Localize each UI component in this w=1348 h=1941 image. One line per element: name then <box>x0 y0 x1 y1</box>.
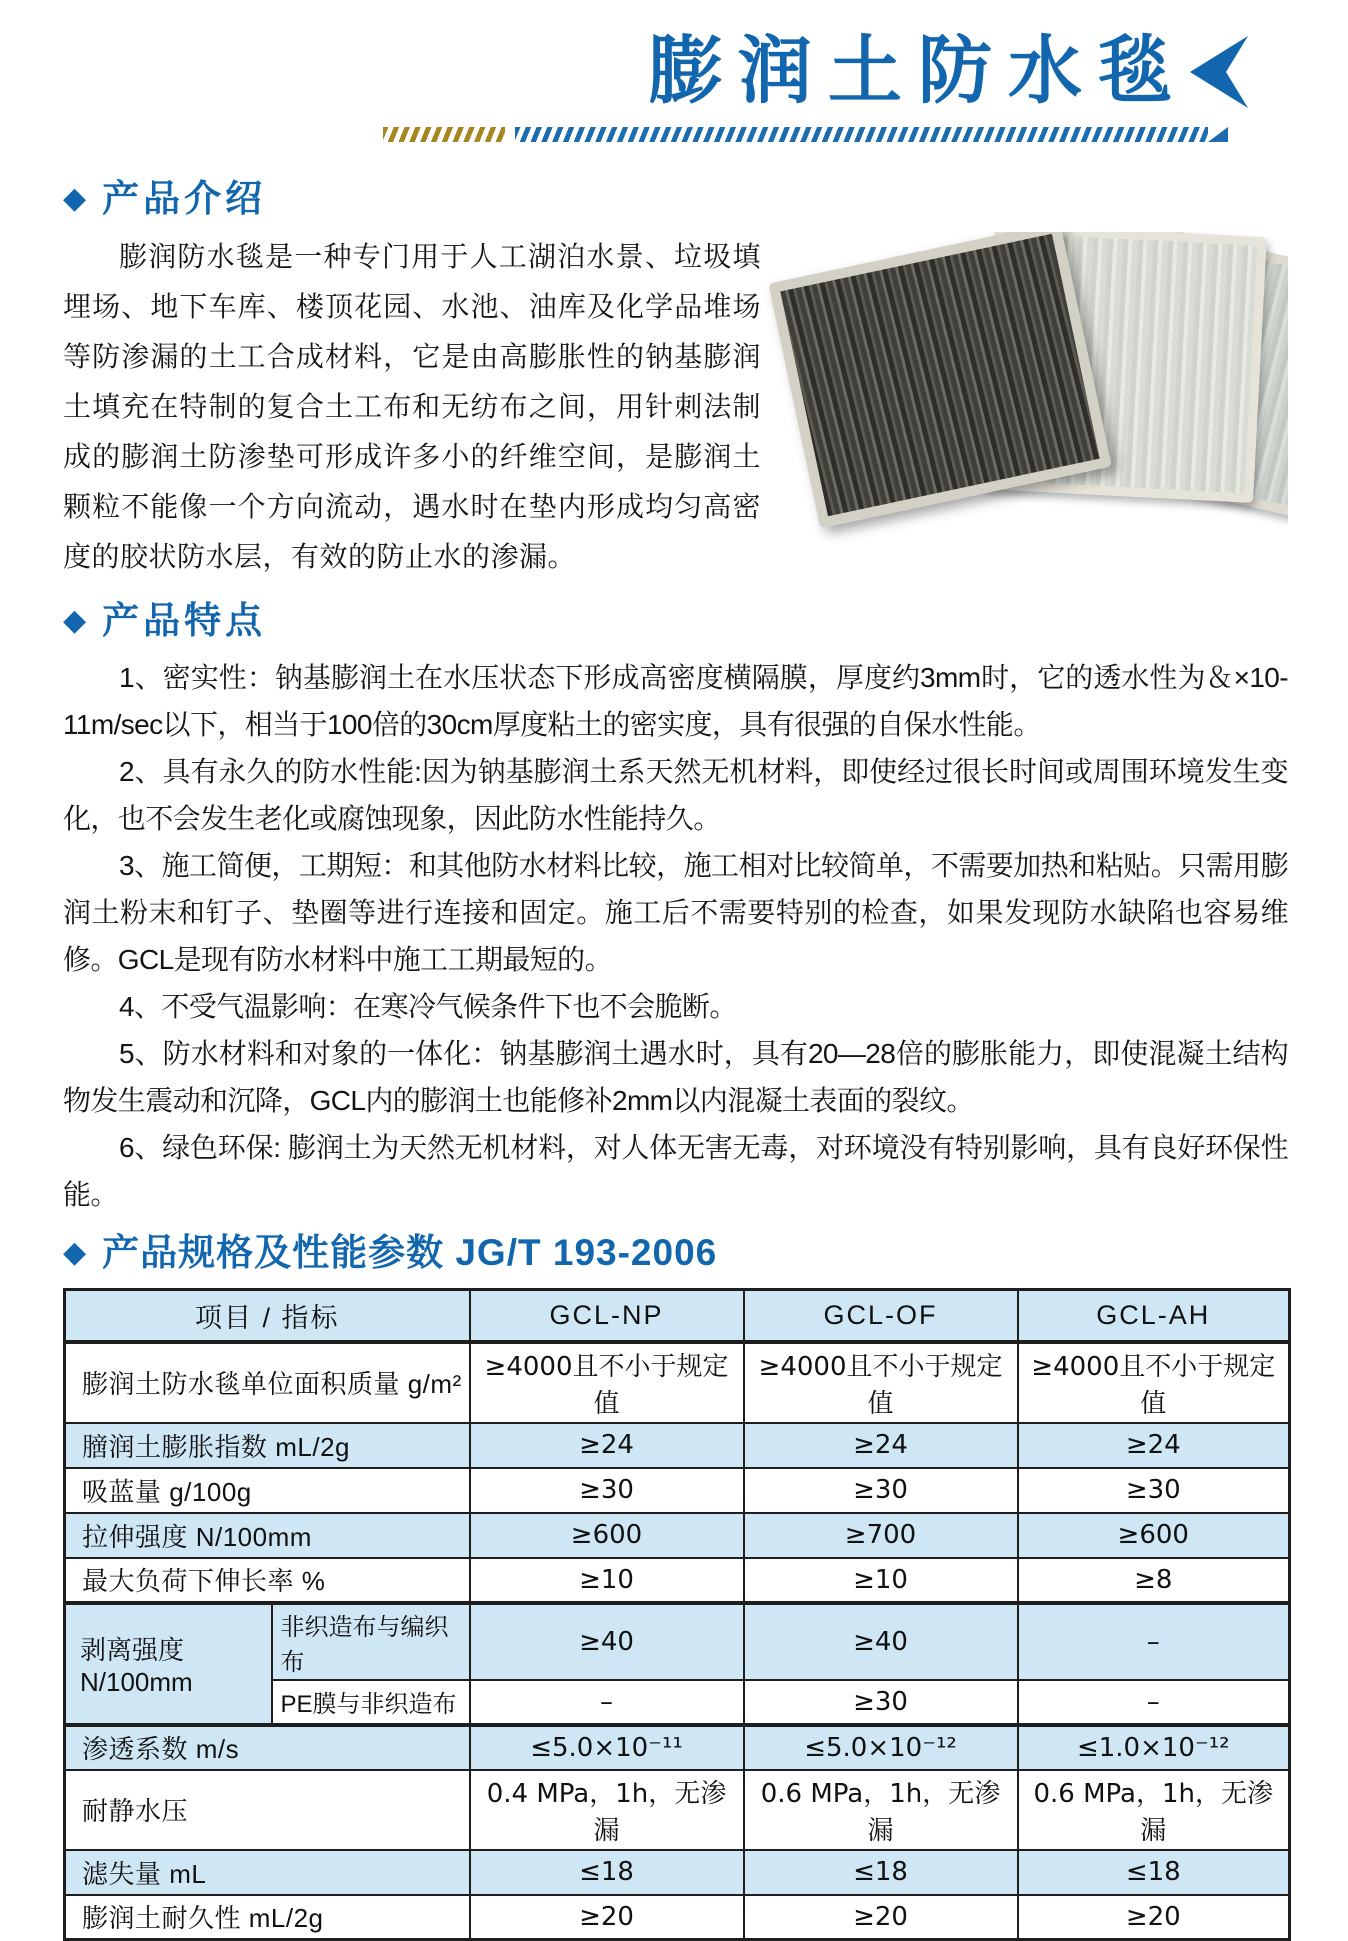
blue-stripes <box>515 127 1208 142</box>
col-header-gcl-ah: GCL-AH <box>1018 1290 1290 1342</box>
cell-value: ≥10 <box>470 1558 744 1603</box>
section-heading-intro <box>63 176 1288 222</box>
cell-value: ≥24 <box>1018 1423 1290 1468</box>
row-label: 耐静水压 <box>65 1770 470 1850</box>
cell-value: ≥40 <box>744 1603 1018 1680</box>
diamond-icon: ◆ <box>63 1236 87 1269</box>
table-row-fluid-loss <box>65 1850 1290 1895</box>
intro-section <box>63 232 1288 582</box>
table-row-peel-strength-nonwoven <box>65 1603 1290 1680</box>
section-heading-features <box>63 598 1288 644</box>
feature-item-2: 2、具有永久的防水性能:因为钠基膨润土系天然无机材料，即使经过很长时间或周围环境发生变化，也不会发生老化或腐蚀现象，因此防水性能持久。 <box>63 756 1288 834</box>
intro-paragraph: 膨润防水毯是一种专门用于人工湖泊水景、垃圾填埋场、地下车库、楼顶花园、水池、油库及化学品堆场等防渗漏的土工合成材料，它是由高膨胀性的钠基膨润土填充在特制的复合土工布和无纺布之间，用针刺法制成的膨润土防渗垫可形成许多小的纤维空间，是膨润土颗粒不能像一个方向流动，遇水时在垫内形成均匀高密度的胶状防水层，有效的防止水的渗漏。 <box>63 241 761 572</box>
section-heading-features-label: 产品特点 <box>102 600 267 641</box>
spec-table <box>63 1288 1291 1941</box>
cell-value: ≥4000且不小于规定值 <box>1018 1342 1290 1423</box>
cell-value: ≤18 <box>744 1850 1018 1895</box>
cell-value: ≥20 <box>470 1895 744 1940</box>
feature-item-3: 3、施工简便，工期短：和其他防水材料比较，施工相对比较简单，不需要加热和粘贴。只需用膨润土粉末和钉子、垫圈等进行连接和固定。施工后不需要特别的检查，如果发现防水缺陷也容易维修。GCL是现有防水材料中施工工期最短的。 <box>63 850 1288 975</box>
feature-item-4: 4、不受气温影响：在寒冷气候条件下也不会脆断。 <box>119 991 737 1022</box>
cell-value: ≥700 <box>744 1513 1018 1558</box>
cell-value: ≥24 <box>744 1423 1018 1468</box>
table-row-elongation <box>65 1558 1290 1603</box>
col-header-gcl-of: GCL-OF <box>744 1290 1018 1342</box>
table-row-mass-per-area <box>65 1342 1290 1423</box>
row-label: 最大负荷下伸长率 % <box>65 1558 470 1603</box>
cell-value: 0.4 MPa，1h，无渗漏 <box>470 1770 744 1850</box>
table-row-durability <box>65 1895 1290 1940</box>
table-row-tensile-strength <box>65 1513 1290 1558</box>
cell-value: ≥30 <box>744 1680 1018 1725</box>
row-label: 膨润土防水毯单位面积质量 g/m² <box>65 1342 470 1423</box>
stripe-end-triangle <box>1208 127 1228 142</box>
cell-value: 0.6 MPa，1h，无渗漏 <box>744 1770 1018 1850</box>
cell-value: ≥20 <box>1018 1895 1290 1940</box>
page-title: 膨润土防水毯 <box>648 31 1188 113</box>
cell-value: ≥4000且不小于规定值 <box>744 1342 1018 1423</box>
cell-value: ≥24 <box>470 1423 744 1468</box>
cell-value: – <box>1018 1603 1290 1680</box>
cell-value: ≥8 <box>1018 1558 1290 1603</box>
table-header-row <box>65 1290 1290 1342</box>
cell-value: ≤5.0×10⁻¹¹ <box>470 1725 744 1770</box>
row-label: 拉伸强度 N/100mm <box>65 1513 470 1558</box>
row-label: 滤失量 mL <box>65 1850 470 1895</box>
diamond-icon: ◆ <box>63 182 87 215</box>
feature-item-1: 1、密实性：钠基膨润土在水压状态下形成高密度横隔膜，厚度约3mm时，它的透水性为＆×10-11m/sec以下，相当于100倍的30cm厚度粘土的密实度，具有很强的自保水性能。 <box>63 662 1288 740</box>
section-heading-specs <box>63 1230 1288 1276</box>
row-group-label: 剥离强度 N/100mm <box>65 1603 272 1725</box>
page-header <box>63 26 1288 118</box>
cell-value: ≤1.0×10⁻¹² <box>1018 1725 1290 1770</box>
diamond-icon: ◆ <box>63 604 87 637</box>
feature-item-5: 5、防水材料和对象的一体化：钠基膨润土遇水时，具有20—28倍的膨胀能力，即使混凝土结构物发生震动和沉降，GCL内的膨润土也能修补2mm以内混凝土表面的裂纹。 <box>63 1038 1288 1116</box>
gold-stripes <box>383 127 505 142</box>
section-heading-specs-label: 产品规格及性能参数 JG/T 193-2006 <box>102 1232 718 1273</box>
cell-value: ≥30 <box>1018 1468 1290 1513</box>
features-list <box>63 654 1288 1218</box>
cell-value: ≥30 <box>470 1468 744 1513</box>
product-photo <box>783 232 1288 512</box>
row-label: 膪润土膨胀指数 mL/2g <box>65 1423 470 1468</box>
row-label: 膨润土耐久性 mL/2g <box>65 1895 470 1940</box>
cell-value: ≥30 <box>744 1468 1018 1513</box>
cell-value: ≤5.0×10⁻¹² <box>744 1725 1018 1770</box>
col-header-item: 项目 / 指标 <box>65 1290 470 1342</box>
cell-value: ≤18 <box>1018 1850 1290 1895</box>
cell-value: ≤18 <box>470 1850 744 1895</box>
table-row-blue-absorption <box>65 1468 1290 1513</box>
cell-value: ≥40 <box>470 1603 744 1680</box>
cell-value: ≥10 <box>744 1558 1018 1603</box>
col-header-gcl-np: GCL-NP <box>470 1290 744 1342</box>
row-sublabel: PE膜与非织造布 <box>272 1680 470 1725</box>
section-heading-intro-label: 产品介绍 <box>102 178 267 219</box>
cell-value: – <box>1018 1680 1290 1725</box>
row-sublabel: 非织造布与编织布 <box>272 1603 470 1680</box>
table-row-swell-index <box>65 1423 1290 1468</box>
cell-value: ≥4000且不小于规定值 <box>470 1342 744 1423</box>
cell-value: – <box>470 1680 744 1725</box>
cell-value: ≥20 <box>744 1895 1018 1940</box>
stripe-bar <box>383 126 1228 142</box>
cell-value: ≥600 <box>470 1513 744 1558</box>
row-label: 吸蓝量 g/100g <box>65 1468 470 1513</box>
table-row-permeability <box>65 1725 1290 1770</box>
row-label: 渗透系数 m/s <box>65 1725 470 1770</box>
swallow-arrow-left-icon <box>1190 36 1248 108</box>
feature-item-6: 6、绿色环保: 膨润土为天然无机材料，对人体无害无毒，对环境没有特别影响，具有良好环保性能。 <box>63 1132 1288 1210</box>
table-row-hydrostatic-pressure <box>65 1770 1290 1850</box>
cell-value: ≥600 <box>1018 1513 1290 1558</box>
cell-value: 0.6 MPa，1h，无渗漏 <box>1018 1770 1290 1850</box>
